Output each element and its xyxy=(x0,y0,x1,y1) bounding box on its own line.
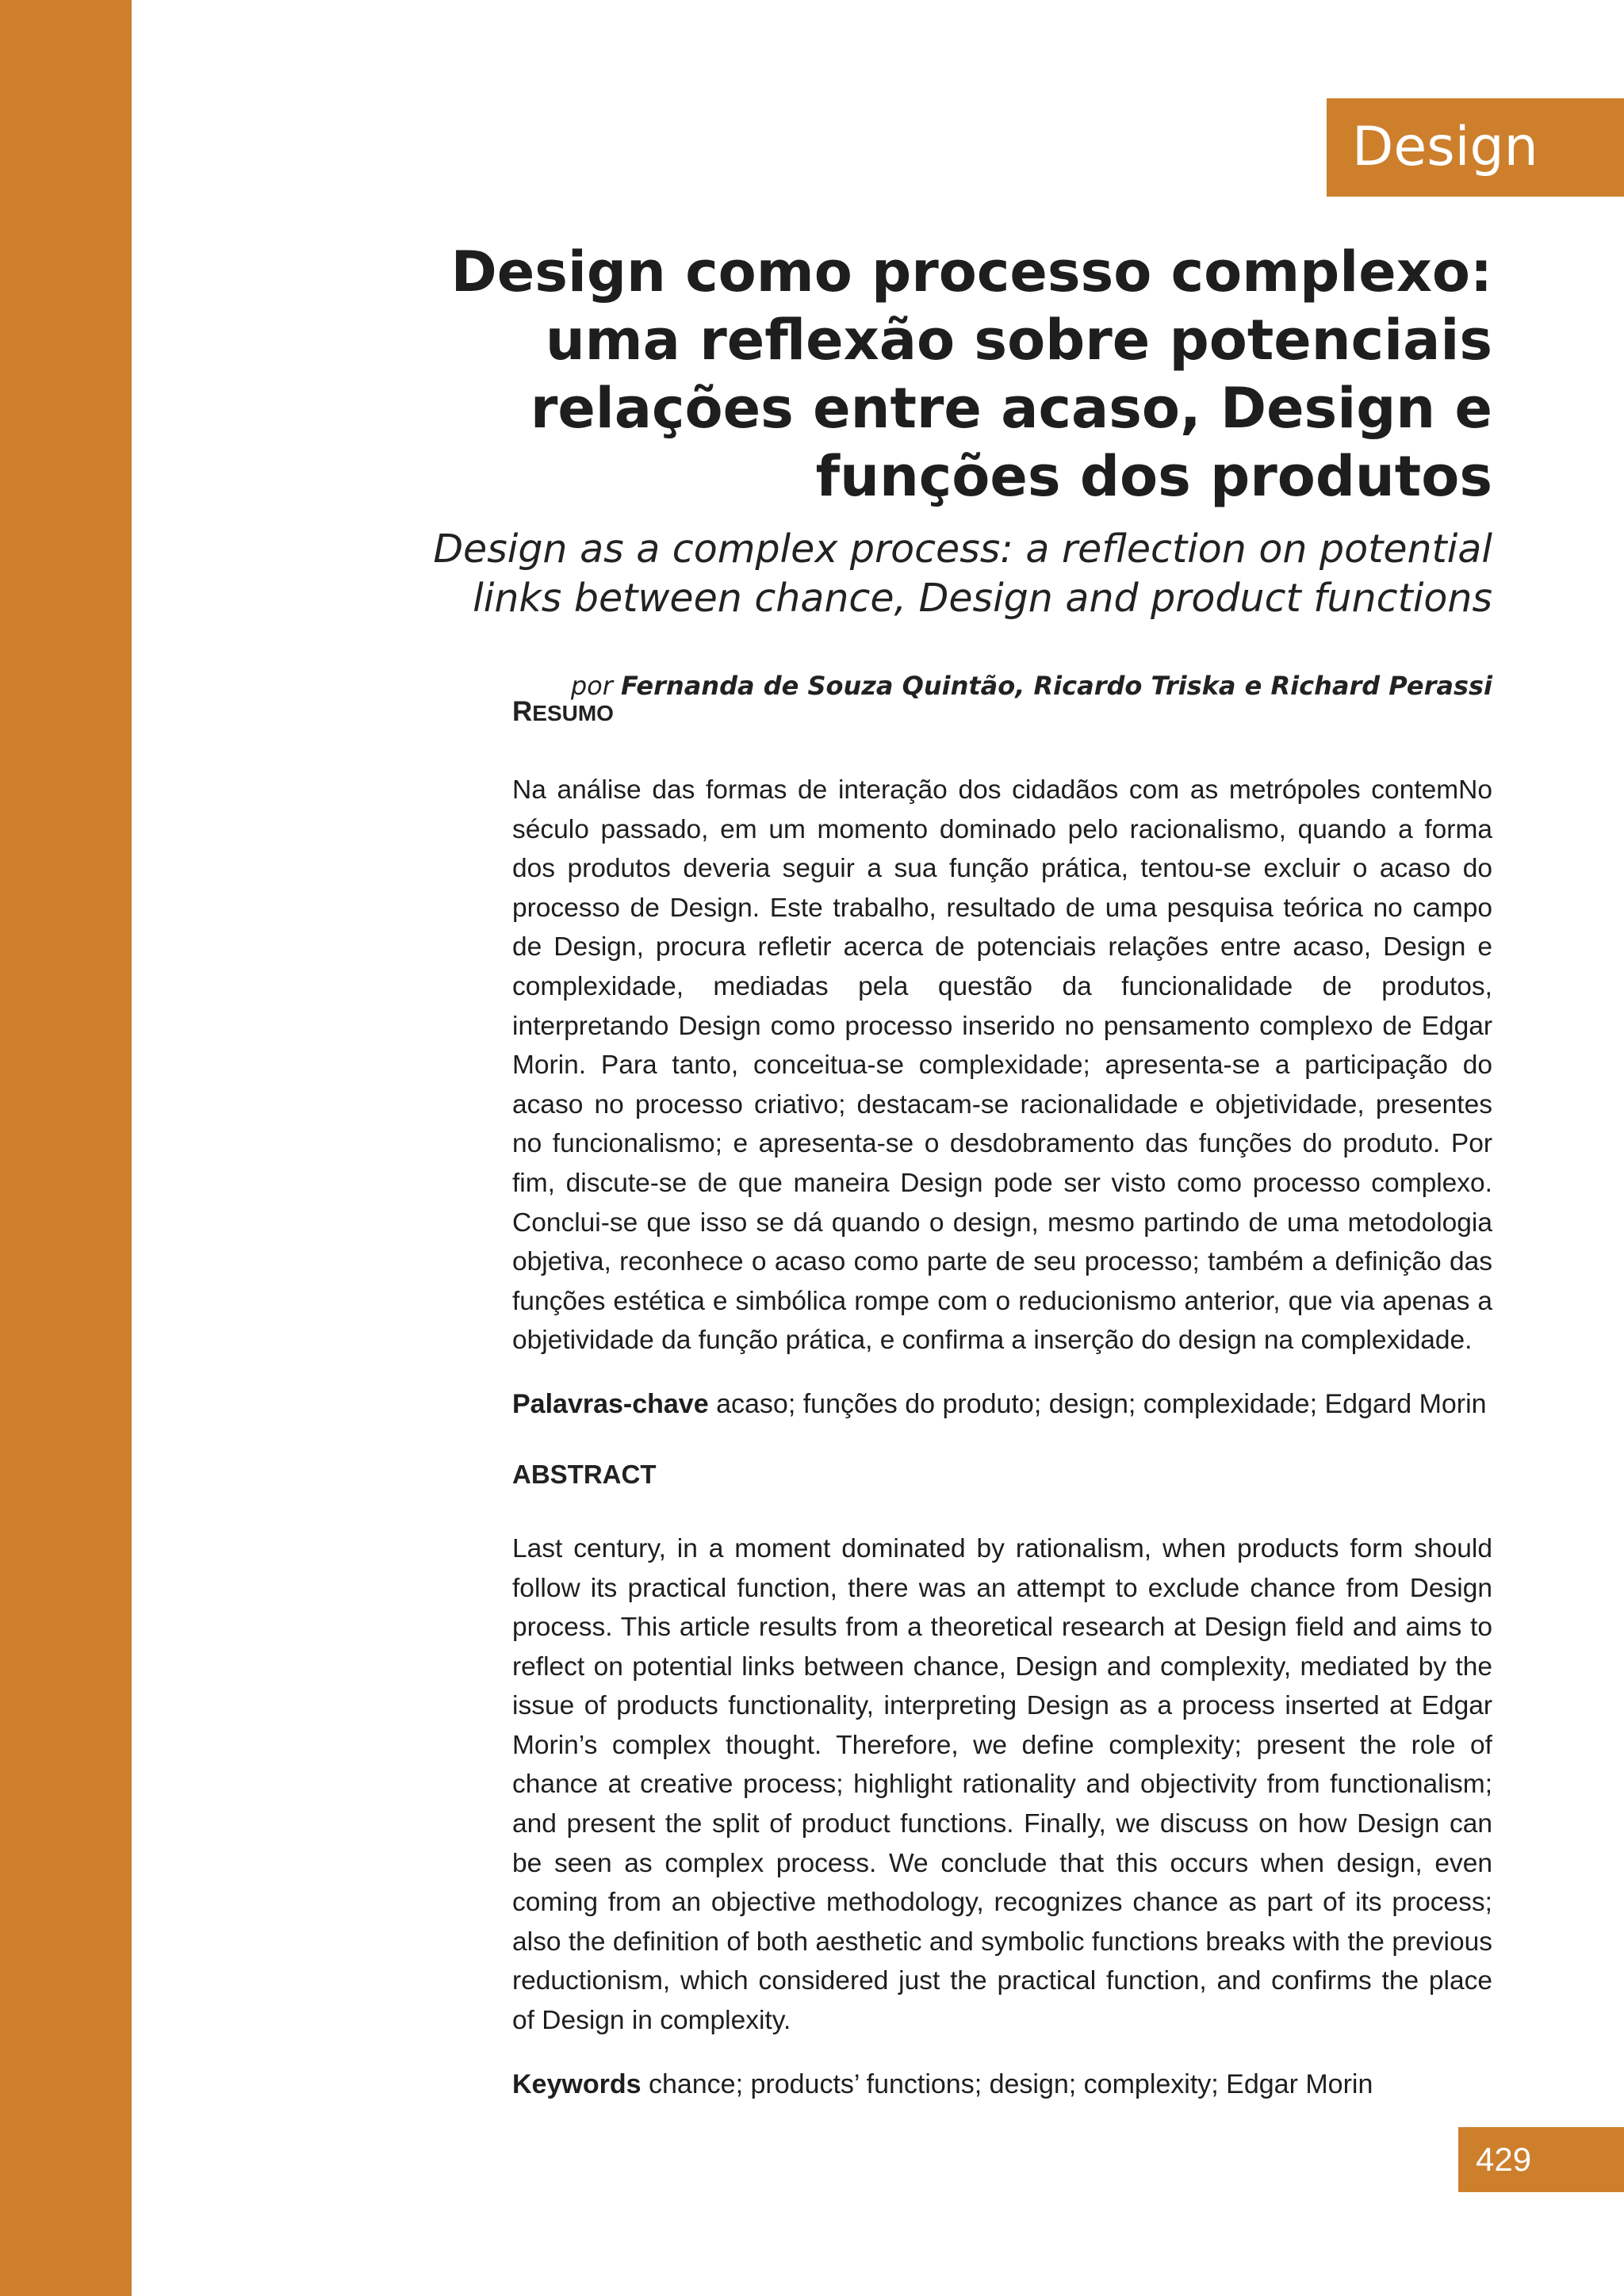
byline-prefix: por xyxy=(570,671,613,701)
resumo-keywords xyxy=(512,1389,1492,1420)
title-block xyxy=(428,238,1492,701)
resumo-heading-initial: R xyxy=(512,696,533,727)
resumo-heading xyxy=(512,696,1492,728)
abstract-heading: ABSTRACT xyxy=(512,1459,657,1489)
resumo-text: Na análise das formas de interação dos cidadãos com as metrópoles contemNo século passado, em um momento dominado pelo racionalismo, quando a forma dos produtos deveria seguir a sua função prática, tentou-se excluir o acaso do processo de Design. Este trabalho, resultado de uma pesquisa teórica no campo de Design, procura refletir acerca de potenciais relações entre acaso, Design e complexidade, mediadas pela questão da funcionalidade de produtos, interpretando Design como processo inserido no pensamento complexo de Edgar Morin. Para tanto, conceitua-se complexidade; apresenta-se a participação do acaso no processo criativo; destacam-se racionalidade e objetividade, presentes no funcionalismo; e apresenta-se o desdobramento das funções do produto. Por fim, discute-se de que maneira Design pode ser visto como processo complexo. Conclui-se que isso se dá quando o design, mesmo partindo de uma metodologia objetiva, reconhece o acaso como parte de seu processo; também a definição das funções estética e simbólica rompe com o reducionismo anterior, que via apenas a objetividade da função prática, e confirma a inserção do design na complexidade. xyxy=(512,775,1492,1356)
abstract-keywords-text: chance; products’ functions; design; complexity; Edgar Morin xyxy=(648,2068,1373,2099)
resumo-keywords-label: Palavras-chave xyxy=(512,1388,709,1419)
section-tab-label: Design xyxy=(1352,116,1538,178)
abstract-keywords xyxy=(512,2069,1492,2100)
article-subtitle-english: Design as a complex process: a reflection on potential links between chance, Design and product functions xyxy=(433,526,1492,621)
article-title: Design como processo complexo: uma reflexão sobre potenciais relações entre acaso, Design e funções dos produtos xyxy=(450,239,1492,509)
side-margin-bar xyxy=(0,0,132,2296)
byline-authors: Fernanda de Souza Quintão, Ricardo Triska e Richard Perassi xyxy=(621,671,1492,701)
abstract-content xyxy=(512,696,1492,2100)
abstract-text: Last century, in a moment dominated by rationalism, when products form should follow its practical function, there was an attempt to exclude chance from Design process. This article results from a theoretical research at Design field and aims to reflect on potential links between chance, Design and complexity, mediated by the issue of products functionality, interpreting Design as a process inserted at Edgar Morin’s complex thought. Therefore, we define complexity; present the role of chance at creative process; highlight rationality and objectivity from functionalism; and present the split of product functions. Finally, we discuss on how Design can be seen as complex process. We conclude that this occurs when design, even coming from an objective methodology, recognizes chance as part of its process; also the definition of both aesthetic and symbolic functions breaks with the previous reductionism, which considered just the practical function, and confirms the place of Design in complexity. xyxy=(512,1533,1492,2036)
page-number xyxy=(1458,2127,1624,2192)
resumo-keywords-text: acaso; funções do produto; design; complexidade; Edgard Morin xyxy=(716,1388,1487,1419)
abstract-keywords-label: Keywords xyxy=(512,2068,642,2099)
page-number-label: 429 xyxy=(1476,2141,1532,2178)
section-tab xyxy=(1327,98,1624,197)
resumo-heading-rest: ESUMO xyxy=(532,701,614,725)
